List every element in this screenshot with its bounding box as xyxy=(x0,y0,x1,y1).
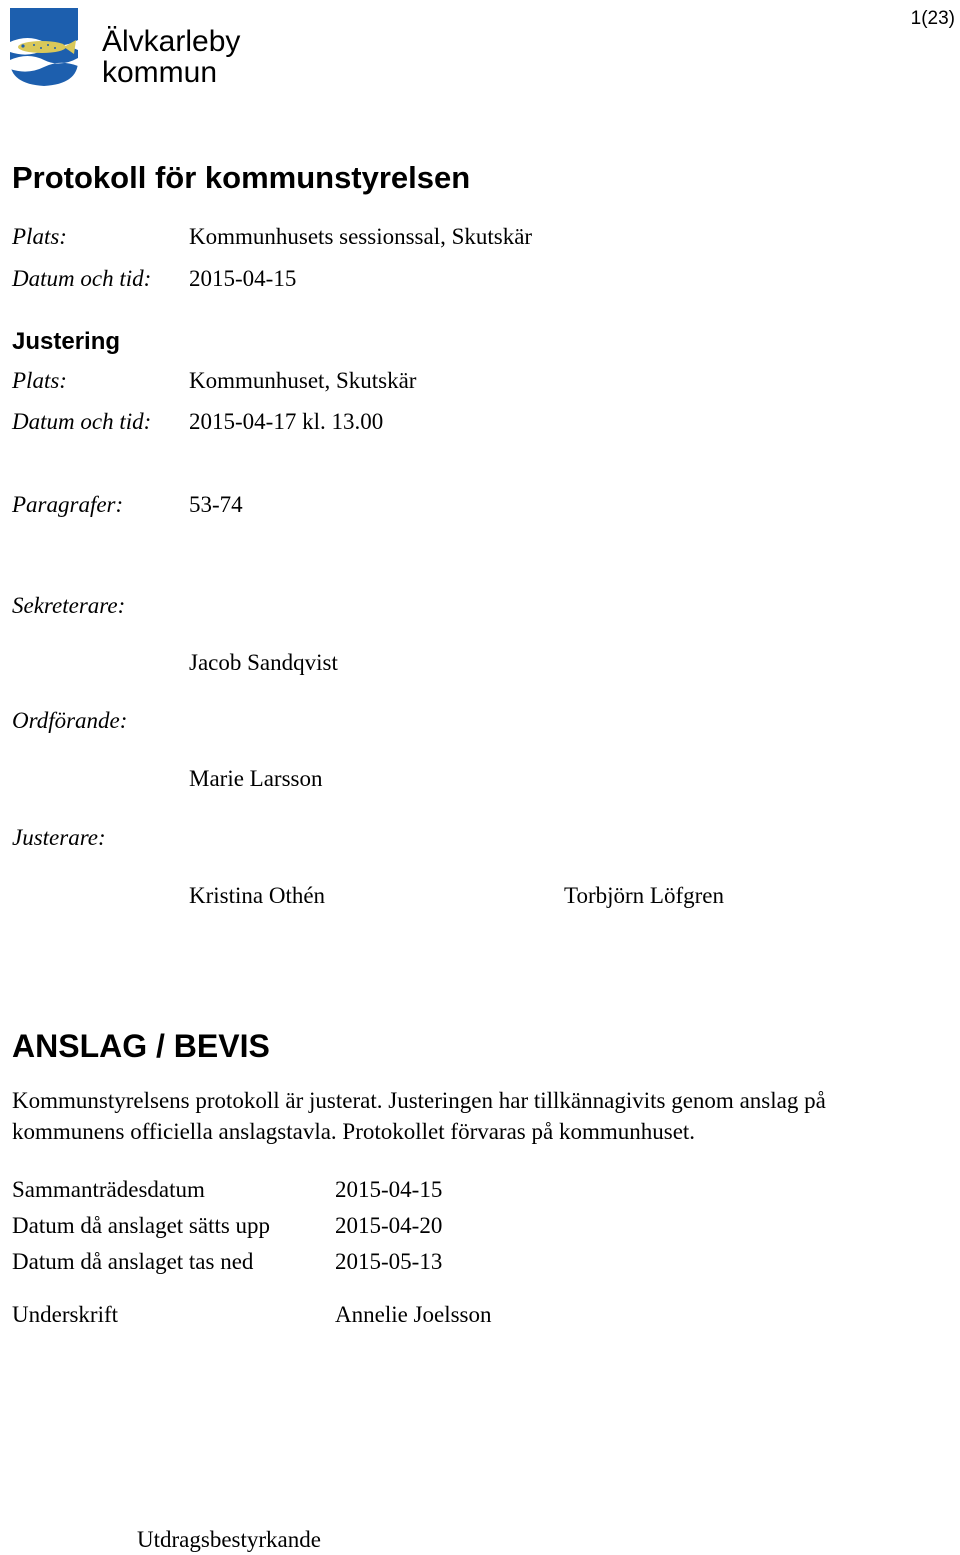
justerare-label: Justerare: xyxy=(12,825,106,850)
anslag-uppsatt-value: 2015-04-20 xyxy=(335,1213,443,1238)
sammantradesdatum-label: Sammanträdesdatum xyxy=(12,1177,205,1202)
meeting-date-label: Datum och tid: xyxy=(12,266,152,291)
justering-place-value: Kommunhuset, Skutskär xyxy=(189,368,417,393)
meeting-place-value: Kommunhusets sessionssal, Skutskär xyxy=(189,224,533,249)
utdragsbestyrkande-label: Utdragsbestyrkande xyxy=(137,1527,321,1552)
logo-line-2: kommun xyxy=(102,56,218,89)
paragrafer-label: Paragrafer: xyxy=(12,492,124,517)
anslag-nedtagen-value: 2015-05-13 xyxy=(335,1249,443,1274)
justering-place-label: Plats: xyxy=(12,368,67,393)
underskrift-name: Annelie Joelsson xyxy=(335,1302,492,1327)
anslag-bevis-heading: ANSLAG / BEVIS xyxy=(12,1028,270,1064)
justerare-name-2: Torbjörn Löfgren xyxy=(564,883,724,908)
anslag-nedtagen-label: Datum då anslaget tas ned xyxy=(12,1249,254,1274)
ordforande-name: Marie Larsson xyxy=(189,766,323,791)
page-number: 1(23) xyxy=(910,8,955,29)
logo-line-1: Älvkarleby xyxy=(102,25,241,58)
meeting-place-label: Plats: xyxy=(12,224,67,249)
anslag-text: Kommunstyrelsens protokoll är justerat. Justeringen har tillkännagivits genom anslag på kommunens officiella anslagstavla. Protokollet förvaras på kommunhuset. xyxy=(12,1088,826,1144)
sekreterare-label: Sekreterare: xyxy=(12,593,126,618)
underskrift-label: Underskrift xyxy=(12,1302,119,1327)
justering-heading: Justering xyxy=(12,328,121,355)
paragrafer-value: 53-74 xyxy=(189,492,243,517)
sekreterare-name: Jacob Sandqvist xyxy=(189,650,338,675)
justering-date-label: Datum och tid: xyxy=(12,409,152,434)
ordforande-label: Ordförande: xyxy=(12,708,128,733)
municipality-name-logo xyxy=(102,26,240,88)
meeting-date-value: 2015-04-15 xyxy=(189,266,297,291)
justering-date-value: 2015-04-17 kl. 13.00 xyxy=(189,409,384,434)
document-title: Protokoll för kommunstyrelsen xyxy=(12,160,471,195)
justerare-name-1: Kristina Othén xyxy=(189,883,326,908)
municipality-shield-logo xyxy=(8,6,80,88)
sammantradesdatum-value: 2015-04-15 xyxy=(335,1177,443,1202)
anslag-uppsatt-label: Datum då anslaget sätts upp xyxy=(12,1213,271,1238)
